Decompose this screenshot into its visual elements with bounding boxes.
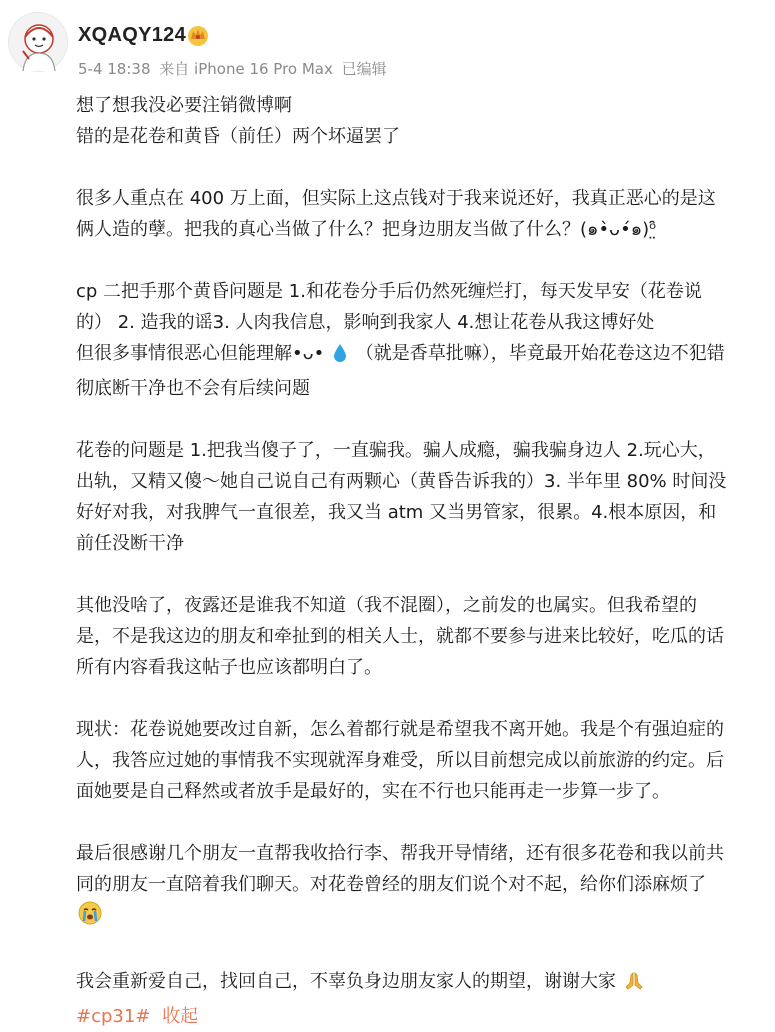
text-line: 出轨，又精又傻～她自己说自己有两颗心（黄昏告诉我的）3. 半年里 80% 时间没 [76,471,727,492]
cartoon-avatar-icon [9,13,69,73]
username[interactable]: XQAQY124 [78,24,187,46]
text-line: 想了想我没必要注销微博啊 [76,95,292,116]
vip-crown-icon[interactable] [186,24,210,46]
text-segment: （就是香草批嘛），毕竟最开始花卷这边不犯错 [355,343,725,364]
text-segment: 我会重新爱自己，找回自己，不辜负身边朋友家人的期望，谢谢大家 [76,971,616,992]
hashtag-link[interactable]: #cp31# [76,1006,151,1027]
text-line [76,966,766,1001]
text-line: 俩人造的孽。把我的真心当做了什么？把身边朋友当做了什么？(๑•̀ᴗ•́๑)ᵒ̤̑ [76,219,657,240]
post-time[interactable]: 5-4 18:38 [78,60,151,78]
droplet-emoji-icon [332,342,348,373]
text-line: 最后很感谢几个朋友一直帮我收拾行李、帮我开导情绪，还有很多花卷和我以前共 [76,843,724,864]
post-header [0,0,775,86]
paragraph [76,966,766,1032]
text-line [76,338,766,373]
text-line: 面她要是自己释然或者放手是最好的，实在不行也只能再走一步算一步了。 [76,781,670,802]
post-meta [78,58,391,79]
text-line: 同的朋友一直陪着我们聊天。对花卷曾经的朋友们说个对不起，给你们添麻烦了 [76,874,706,895]
paragraph [76,183,766,245]
text-line: 好好对我，对我脾气一直很差，我又当 atm 又当男管家，很累。4.根本原因，和 [76,502,717,523]
collapse-button[interactable]: 收起 [162,1006,199,1027]
paragraph [76,590,766,683]
praying-hands-emoji-icon [624,970,644,1001]
text-line: 花卷的问题是 1.把我当傻子了，一直骗我。骗人成瘾，骗我骗身边人 2.玩心大， [76,440,716,461]
text-line: 错的是花卷和黄昏（前任）两个坏逼罢了 [76,126,400,147]
text-line: 的） 2. 造我的谣3. 人肉我信息，影响到我家人 4.想让花卷从我这博好处 [76,312,655,333]
avatar[interactable] [8,12,68,72]
text-line: 所有内容看我这帖子也应该都明白了。 [76,657,382,678]
text-line: 现状：花卷说她要改过自新，怎么着都行就是希望我不离开她。我是个有强迫症的 [76,719,724,740]
edited-badge[interactable]: 已编辑 [341,60,387,78]
text-line: cp 二把手那个黄昏问题是 1.和花卷分手后仍然死缠烂打，每天发早安（花卷说 [76,281,702,302]
paragraph [76,435,766,559]
paragraph [76,838,766,935]
crying-face-emoji-icon [78,901,102,935]
text-line: 彻底断干净也不会有后续问题 [76,378,310,399]
paragraph [76,90,766,152]
post-content [76,90,766,1032]
text-line: 是，不是我这边的朋友和牵扯到的相关人士，就都不要参与进来比较好，吃瓜的话 [76,626,724,647]
emoji-line [76,900,766,935]
text-line: 很多人重点在 400 万上面，但实际上这点钱对于我来说还好，我真正恶心的是这 [76,188,716,209]
text-segment: 但很多事情很恶心但能理解•ᴗ• [76,343,325,364]
text-line: 其他没啥了，夜露还是谁我不知道（我不混圈），之前发的也属实。但我希望的 [76,595,697,616]
tag-line [76,1001,766,1032]
paragraph [76,714,766,807]
paragraph [76,276,766,404]
text-line: 人，我答应过她的事情我不实现就浑身难受，所以目前想完成以前旅游的约定。后 [76,750,724,771]
post-source: 来自 iPhone 16 Pro Max [159,60,333,78]
text-line: 前任没断干净 [76,533,184,554]
